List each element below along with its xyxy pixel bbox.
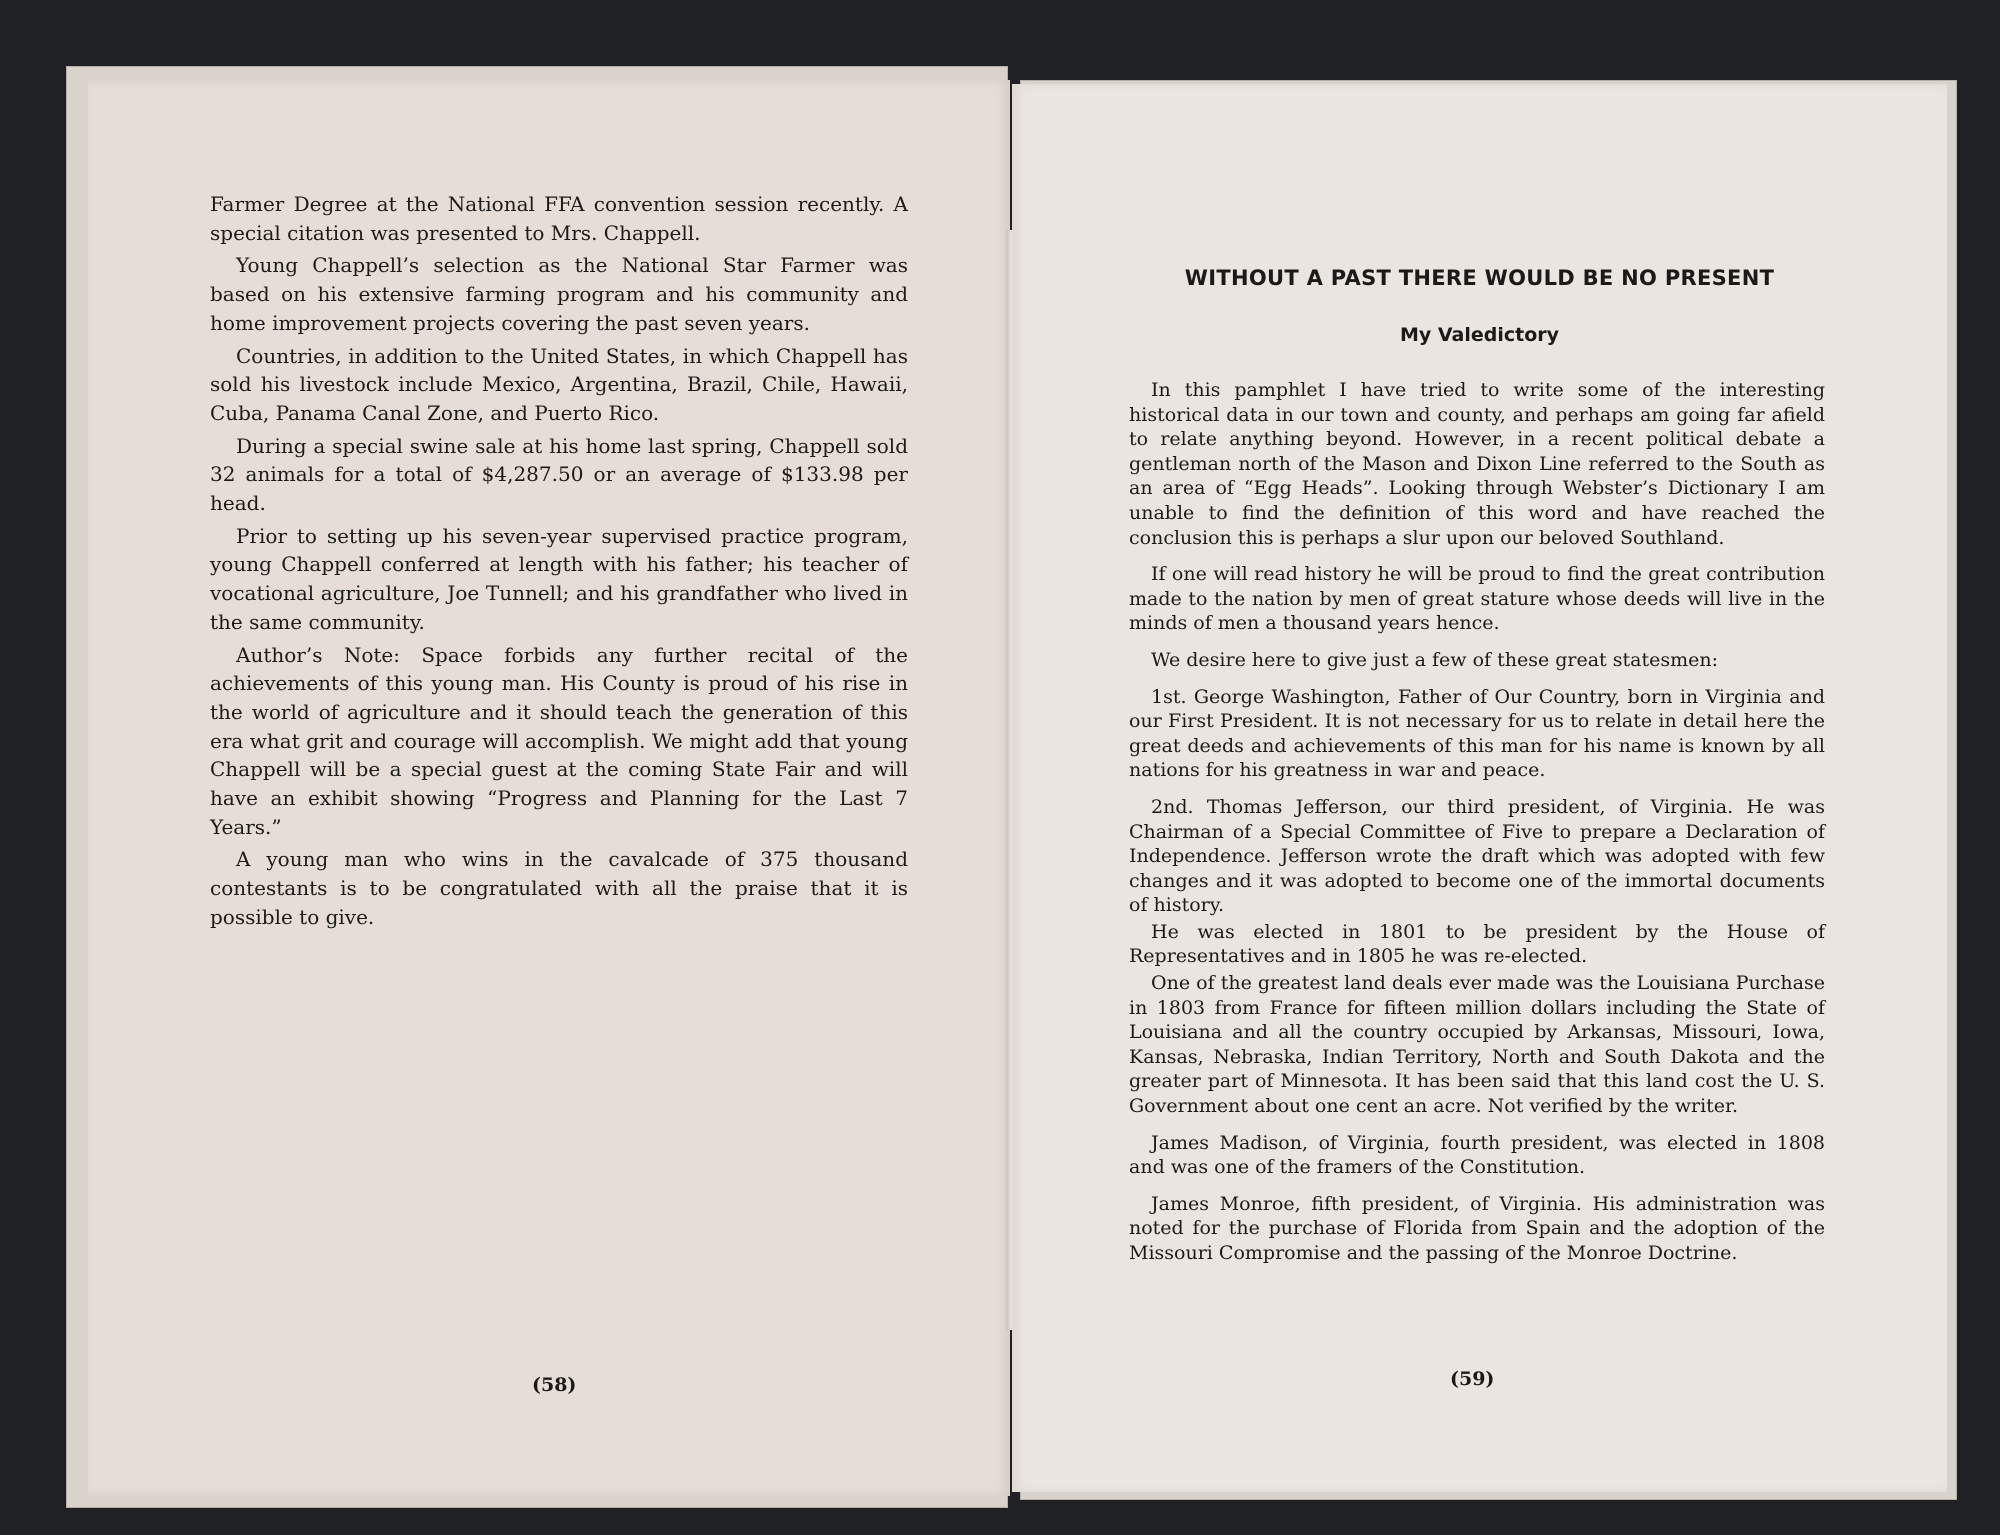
- chapter-subtitle: My Valedictory: [1399, 324, 1560, 346]
- paragraph: James Monroe, fifth president, of Virginia. His administration was noted for the purchase of Florida from Spain and the adoption of the Missouri Compromise and the passing of the Monroe Doctrine.: [1129, 1192, 1825, 1264]
- page-number: (58): [532, 1374, 577, 1396]
- paragraph: Prior to setting up his seven-year supervised practice program, young Chappell conferred at length with his father; his teacher of vocational agriculture, Joe Tunnell; and his grandfather who lived in the same community.: [210, 523, 908, 634]
- paragraph: James Madison, of Virginia, fourth president, was elected in 1808 and was one of the framers of the Constitution.: [1129, 1131, 1825, 1179]
- right-page: [1012, 84, 1947, 1492]
- paragraph: We desire here to give just a few of these great statesmen:: [1151, 648, 1718, 671]
- paragraph: 2nd. Thomas Jefferson, our third president, of Virginia. He was Chairman of a Special Committee of Five to prepare a Declaration of Independence. Jefferson wrote the draft which was adopted with few changes and it was adopted to become one of the immortal documents of history.: [1129, 795, 1825, 917]
- paragraph: During a special swine sale at his home last spring, Chappell sold 32 animals for a total of $4,287.50 or an average of $133.98 per head.: [210, 433, 908, 516]
- page-number: (59): [1450, 1368, 1495, 1390]
- paragraph: He was elected in 1801 to be president by the House of Representatives and in 1805 he was re-elected.: [1129, 920, 1825, 968]
- paragraph: In this pamphlet I have tried to write some of the interesting historical data in our town and county, and perhaps am going far afield to relate anything beyond. However, in a recent political debate a gentleman north of the Mason and Dixon Line referred to the South as an area of “Egg Heads”. Looking through Webster’s Dictionary I am unable to find the definition of this word and have reached the conclusion this is perhaps a slur upon our beloved Southland.: [1129, 379, 1825, 549]
- paragraph: Farmer Degree at the National FFA convention session recently. A special citation was presented to Mrs. Chappell.: [210, 192, 908, 245]
- right-page-body: [1129, 378, 1825, 1278]
- left-page: [88, 80, 1010, 1496]
- paragraph: 1st. George Washington, Father of Our Country, born in Virginia and our First President. It is not necessary for us to relate in detail here the great deeds and achievements of this man for his name is known by all nations for his greatness in war and peace.: [1129, 685, 1825, 782]
- paragraph: A young man who wins in the cavalcade of 375 thousand contestants is to be congratulated with all the praise that it is possible to give.: [210, 847, 908, 929]
- paragraph: Young Chappell’s selection as the National Star Farmer was based on his extensive farming program and his community and home improvement projects covering the past seven years.: [210, 253, 908, 335]
- paragraph: One of the greatest land deals ever made was the Louisiana Purchase in 1803 from France for fifteen million dollars including the State of Louisiana and all the country occupied by Arkansas, Missouri, Iowa, Kansas, Nebraska, Indian Territory, North and South Dakota and the greater part of Minnesota. It has been said that this land cost the U. S. Government about one cent an acre. Not verified by the writer.: [1129, 972, 1825, 1118]
- left-page-body: [210, 190, 908, 936]
- paragraph: Author’s Note: Space forbids any further recital of the achievements of this young man. His County is proud of his rise in the world of agriculture and it should teach the generation of this era what grit and courage will accomplish. We might add that young Chappell will be a special guest at the coming State Fair and will have an exhibit showing “Progress and Planning for the Last 7 Years.”: [210, 642, 908, 839]
- paragraph: If one will read history he will be proud to find the great contribution made to the nation by men of great stature whose deeds will live in the minds of men a thousand years hence.: [1129, 563, 1825, 635]
- chapter-title: WITHOUT A PAST THERE WOULD BE NO PRESENT: [1184, 266, 1775, 290]
- paragraph: Countries, in addition to the United States, in which Chappell has sold his livestock include Mexico, Argentina, Brazil, Chile, Hawaii, Cuba, Panama Canal Zone, and Puerto Rico.: [210, 343, 908, 425]
- book-spine-gutter: [1006, 230, 1012, 1330]
